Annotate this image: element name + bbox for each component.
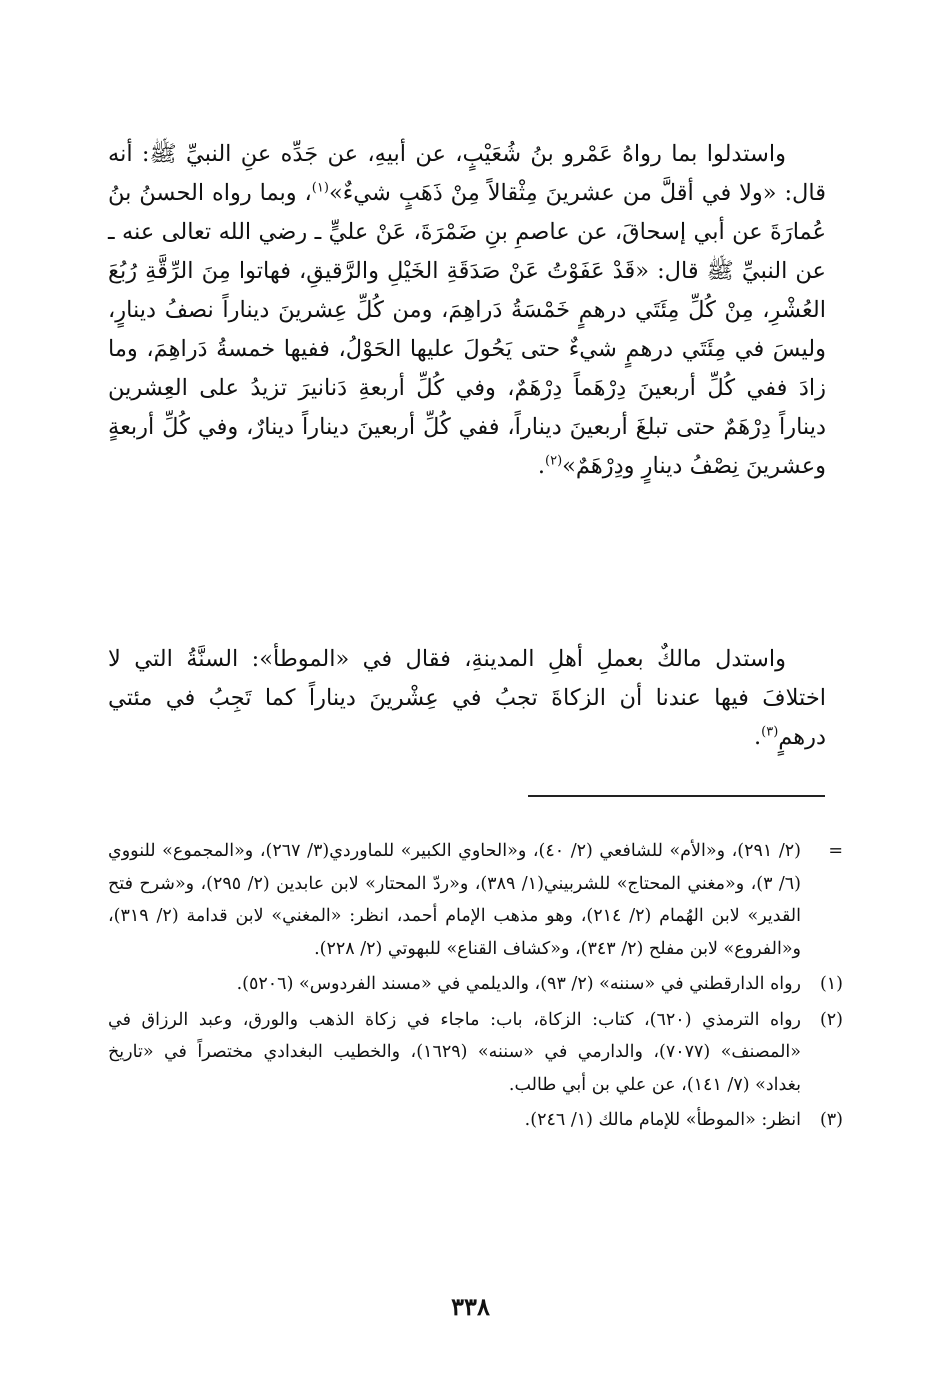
footnote-reference-1[interactable]: (١) [311, 180, 329, 196]
main-paragraph-1 [108, 135, 826, 486]
paragraph-2-text: واستدل مالكٌ بعملِ أهلِ المدينةِ، فقال في «الموطأ»: السنَّةُ التي لا اختلافَ فيها عندنا أن الزكاةَ تجبُ في عِشْرينَ ديناراً كما تَجِبُ في مئتي درهمٍ [108, 646, 826, 750]
paragraph-2-end-mark: . [753, 724, 762, 750]
footnote-text: انظر: «الموطأ» للإمام مالك (١/ ٢٤٦). [524, 1110, 801, 1130]
footnote-marker: (٢) [819, 1009, 843, 1030]
footnote-text: رواه الترمذي (٦٢٠)، كتاب: الزكاة، باب: ماجاء في زكاة الذهب والورق، وعبد الرزاق في «المصنف» (٧٠٧٧)، والدارمي في «سننه» (١٦٢٩)، والخطيب البغدادي مختصراً في «تاريخ بغداد» (٧/ ١٤١)، عن علي بن أبي طالب. [108, 1009, 801, 1095]
footnote-text: رواه الدارقطني في «سننه» (٢/ ٩٣)، والديلمي في «مسند الفردوس» (٥٢٠٦). [236, 974, 801, 994]
footnote-marker: (١) [819, 974, 843, 994]
paragraph-text-part-1: واستدلوا بما رواهُ عَمْرو بنُ شُعَيْبٍ، عن أبيهِ، عن جَدِّه عنِ النبيِّ ﷺ: أنه قال: «ولا في أقلَّ من عشرينَ مِثْقالاً مِنْ ذَهَبٍ شيءٌ» [108, 141, 826, 206]
footnote-1 [108, 968, 843, 1001]
footnote-marker: (٣) [819, 1110, 843, 1130]
paragraph-text-part-2: ، وبما رواه الحسنُ بنُ عُمارَةَ عن أبي إسحاقَ، عن عاصمِ بنِ ضَمْرَةَ، عَنْ عليٍّ ـ رضي الله تعالى عنه ـ عن النبيِّ ﷺ قال: «قَدْ عَفَوْتُ عَنْ صَدَقَةِ الخَيْلِ والرَّقيقِ، فهاتوا مِنَ الرِّقَّةِ رُبُعَ العُشْرِ، مِنْ كُلِّ مِئَتَي درهمٍ خَمْسَةُ دَراهِمَ، ومن كُلِّ عِشرينَ ديناراً نصفُ دينارٍ، وليسَ في مِئَتَي درهمٍ شيءٌ حتى يَحُولَ عليها الحَوْلُ، ففيها خمسةُ دَراهِمَ، وما زادَ ففي كُلِّ أربعينَ دِرْهَماً دِرْهَمٌ، وفي كُلِّ أربعةِ دَنانيرَ تزيدُ على العِشرين ديناراً دِرْهَمٌ حتى تبلغَ أربعينَ ديناراً، ففي كُلِّ أربعينَ ديناراً دينارٌ، وفي كُلِّ أربعةٍ وعشرينَ نِصْفُ دينارٍ ودِرْهَمٌ» [108, 180, 826, 479]
footnote-divider [528, 795, 825, 797]
paragraph-end-mark: . [537, 453, 546, 479]
footnotes-section [108, 835, 843, 1140]
footnote-reference-2[interactable]: (٢) [545, 453, 563, 469]
footnote-2 [108, 1004, 843, 1102]
footnote-3 [108, 1104, 843, 1137]
page-number: ٣٣٨ [451, 1292, 490, 1321]
footnote-text: (٢/ ٢٩١)، و«الأم» للشافعي (٢/ ٤٠)، و«الحاوي الكبير» للماوردي(٣/ ٢٦٧)، و«المجموع» للنووي (٦/ ٣)، و«مغني المحتاج» للشربيني(١/ ٣٨٩)، و«ردّ المحتار» لابن عابدين (٢/ ٢٩٥)، و«شرح فتح القدير» لابن الهُمام (٢/ ٢١٤)، وهو مذهب الإمام أحمد، انظر: «المغني» لابن قدامة (٢/ ٣١٩)، و«الفروع» لابن مفلح (٢/ ٣٤٣)، و«كشاف القناع» للبهوتي (٢/ ٢٢٨). [108, 841, 801, 959]
footnote-marker: = [828, 841, 843, 861]
paragraph-text [108, 135, 826, 486]
footnote-reference-3[interactable]: (٣) [761, 724, 779, 740]
footnote-continuation [108, 835, 843, 965]
paragraph-text [108, 640, 826, 757]
main-paragraph-2 [108, 640, 826, 757]
